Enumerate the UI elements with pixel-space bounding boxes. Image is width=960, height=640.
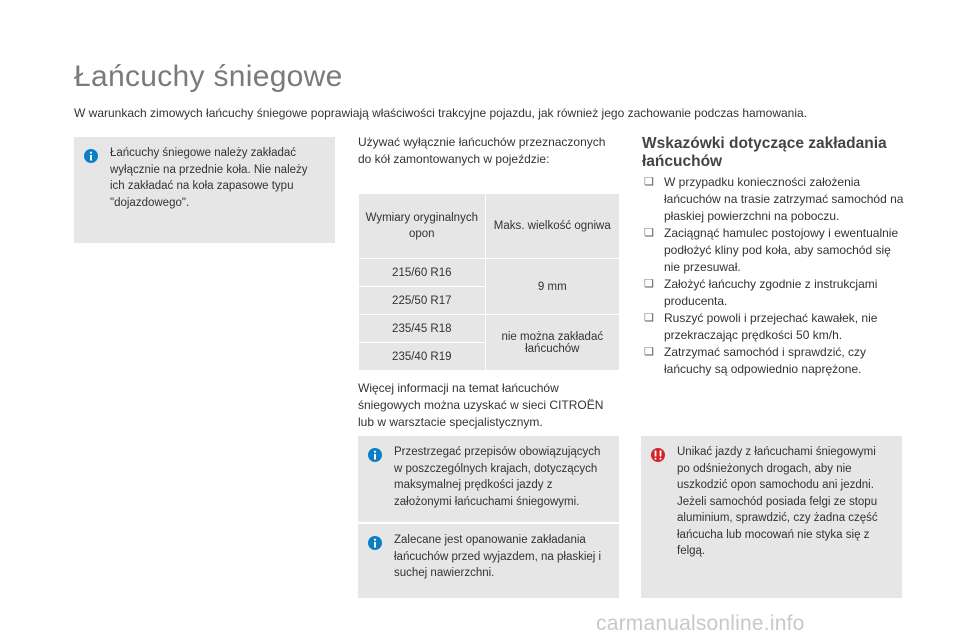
step-text: Zatrzymać samochód i sprawdzić, czy łańcuchy są odpowiednio naprężone.: [664, 345, 867, 376]
table-header-max-link: Maks. wielkość ogniwa: [485, 194, 619, 259]
warning-box: [641, 436, 902, 598]
checkbox-marker-icon: ❏: [644, 346, 654, 358]
step-text: W przypadku konieczności założenia łańcuchów na trasie zatrzymać samochód na płaskiej powierzchni na poboczu.: [664, 175, 904, 223]
link-size-cell: 9 mm: [485, 259, 619, 315]
info-icon: [368, 448, 382, 462]
info-box-practice: [358, 524, 619, 598]
table-header-row: [359, 194, 620, 259]
table-row: [359, 315, 620, 343]
info-box-text: Zalecane jest opanowanie zakładania łańcuchów przed wyjazdem, na płaskiej i suchej nawierzchni.: [394, 534, 602, 579]
tire-size-cell: 235/40 R19: [359, 343, 486, 371]
warning-icon: [651, 448, 665, 462]
info-box-front-wheels: [74, 137, 335, 243]
checkbox-marker-icon: ❏: [644, 278, 654, 290]
list-item: [642, 276, 904, 310]
list-item: [642, 344, 904, 378]
info-box-text: Łańcuchy śniegowe należy zakładać wyłącznie na przednie koła. Nie należy ich zakładać na koła zapasowe typu "dojazdowego".: [110, 147, 308, 209]
table-header-dimensions: Wymiary oryginalnych opon: [359, 194, 486, 259]
step-text: Założyć łańcuchy zgodnie z instrukcjami producenta.: [664, 277, 878, 308]
checkbox-marker-icon: ❏: [644, 176, 654, 188]
tire-size-cell: 235/45 R18: [359, 315, 486, 343]
checkbox-marker-icon: ❏: [644, 312, 654, 324]
warning-text: Unikać jazdy z łańcuchami śniegowymi po odśnieżonych drogach, aby nie uszkodzić opon samochodu ani jezdni. Jeżeli samochód posiada felgi ze stopu aluminium, sprawdzić, czy żadna część łańcucha lub mocowań nie styka się z felgą.: [677, 446, 878, 557]
info-icon: [84, 149, 98, 163]
fitting-steps-list: [642, 174, 904, 378]
tire-size-cell: 225/50 R17: [359, 287, 486, 315]
tire-size-table: [358, 193, 620, 371]
info-icon: [368, 536, 382, 550]
list-item: [642, 310, 904, 344]
chains-usage-text: Używać wyłącznie łańcuchów przeznaczonych do kół zamontowanych w pojeździe:: [358, 135, 606, 166]
intro-text: W warunkach zimowych łańcuchy śniegowe poprawiają właściwości trakcyjne pojazdu, jak również jego zachowanie podczas hamowania.: [74, 106, 808, 120]
info-box-text: Przestrzegać przepisów obowiązujących w poszczególnych krajach, dotyczących maksymalnej prędkości jazdy z założonymi łańcuchami śniegowymi.: [394, 446, 601, 508]
info-box-regulations: [358, 436, 619, 522]
step-text: Ruszyć powoli i przejechać kawałek, nie przekraczając prędkości 50 km/h.: [664, 311, 878, 342]
tire-size-cell: 215/60 R16: [359, 259, 486, 287]
table-row: [359, 259, 620, 287]
link-size-cell: nie można zakładać łańcuchów: [485, 315, 619, 371]
step-text: Zaciągnąć hamulec postojowy i ewentualnie podłożyć kliny pod koła, aby samochód się nie przesuwał.: [664, 226, 899, 274]
list-item: [642, 225, 904, 276]
fitting-tips-heading: Wskazówki dotyczące zakładania łańcuchów: [642, 135, 887, 170]
page-title: Łańcuchy śniegowe: [74, 60, 343, 93]
list-item: [642, 174, 904, 225]
checkbox-marker-icon: ❏: [644, 227, 654, 239]
more-info-text: Więcej informacji na temat łańcuchów śniegowych można uzyskać w sieci CITROËN lub w warsztacie specjalistycznym.: [358, 381, 604, 429]
watermark: carmanualsonline.info: [596, 612, 805, 635]
